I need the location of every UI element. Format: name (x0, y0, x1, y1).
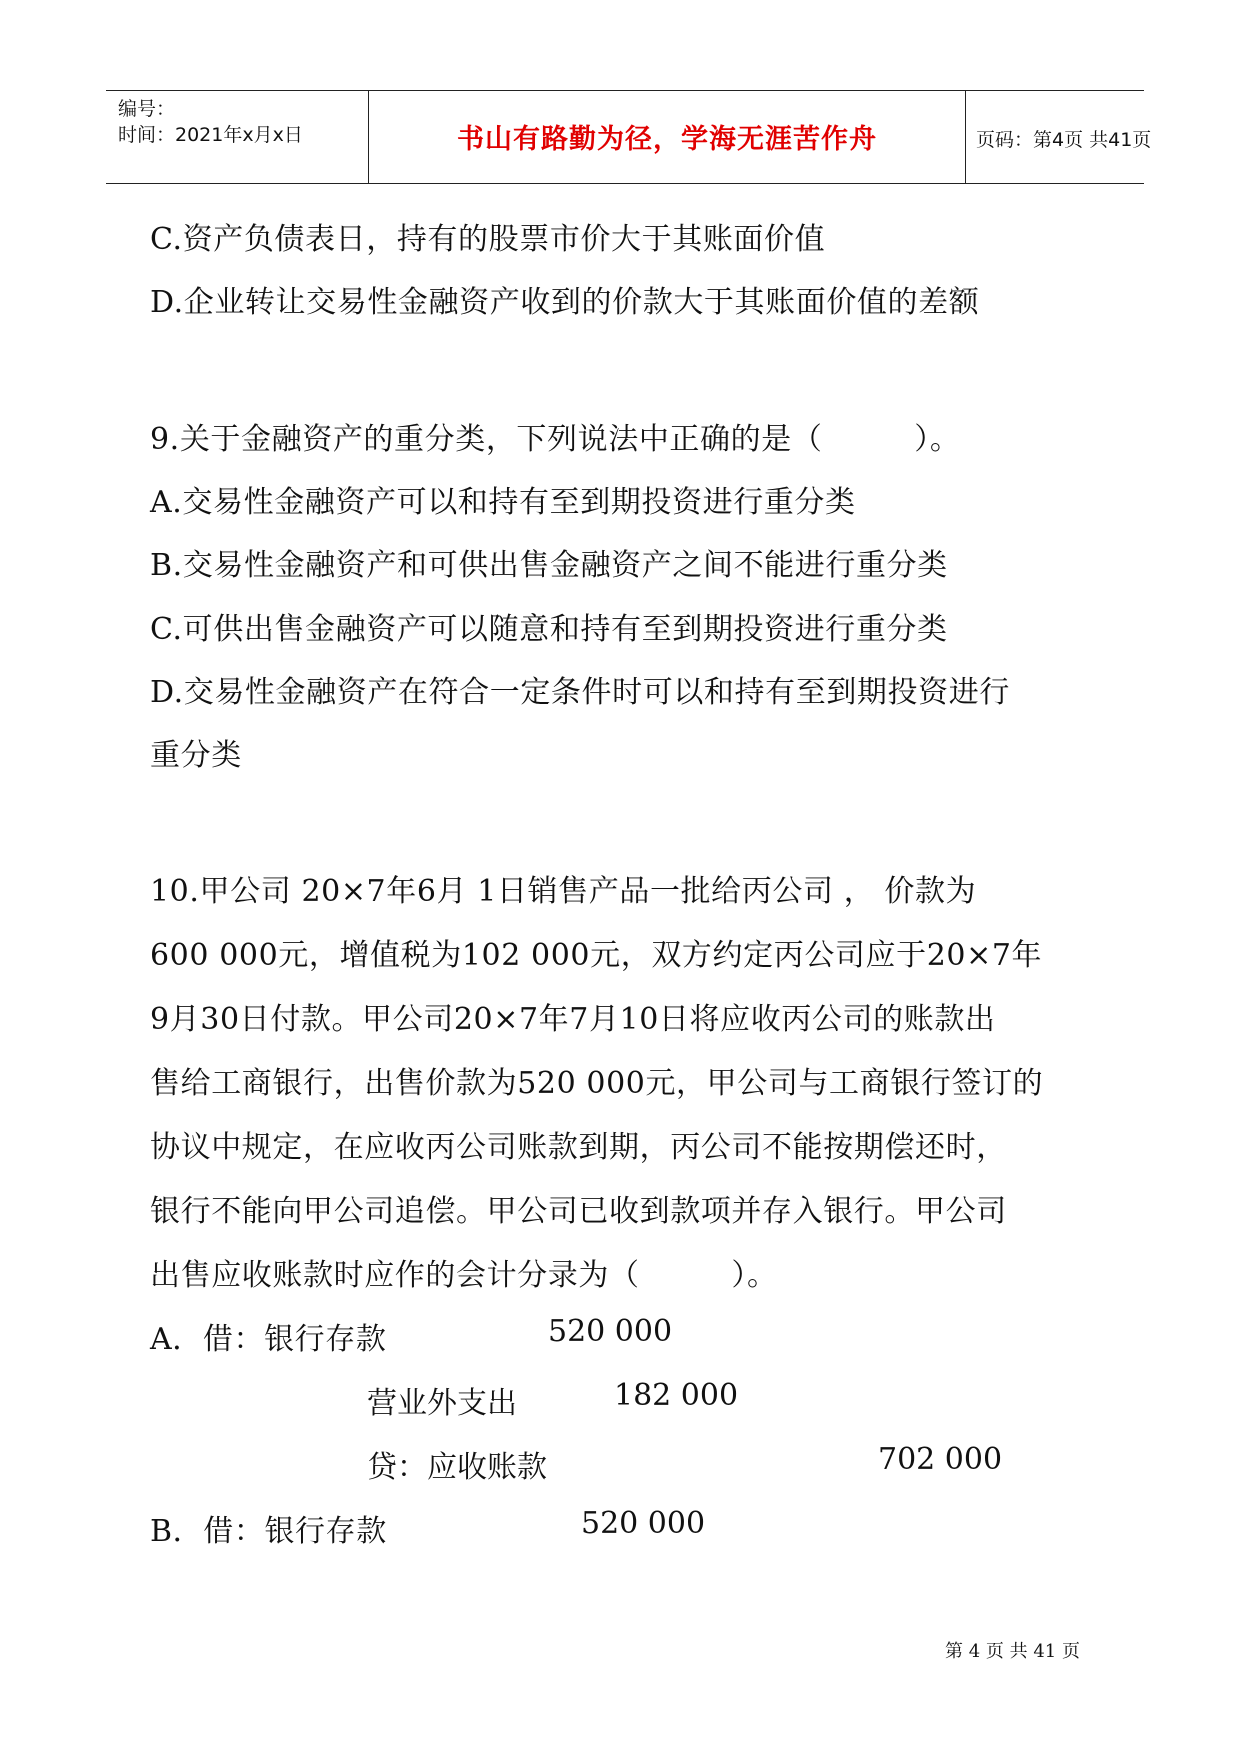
option-b-q9: B.交易性金融资产和可供出售金融资产之间不能进行重分类 (150, 548, 948, 583)
entry-a-credit-amount: 702 000 (878, 1442, 1003, 1477)
header-left-cell (106, 91, 369, 183)
question-9: 9.关于金融资产的重分类，下列说法中正确的是（ ）。 (150, 422, 961, 457)
question-10-line-1: 10.甲公司 20×7年6月 1日销售产品一批给丙公司 ， 价款为 (150, 874, 977, 909)
entry-b-debit-label: B．借：银行存款 (150, 1514, 387, 1549)
entry-a-debit-label: A．借：银行存款 (150, 1322, 387, 1357)
option-c-q8: C.资产负债表日，持有的股票市价大于其账面价值 (150, 222, 826, 257)
document-number-label: 编号： (118, 98, 176, 120)
document-time-label: 时间：2021年x月x日 (118, 124, 303, 146)
entry-a-credit-label: 贷：应收账款 (367, 1450, 547, 1485)
header-page-number: 页码：第4页 共41页 (976, 129, 1152, 151)
entry-a-debit2-label: 营业外支出 (367, 1386, 517, 1421)
option-d-q8: D.企业转让交易性金融资产收到的价款大于其账面价值的差额 (150, 285, 980, 320)
entry-a-debit2-amount: 182 000 (614, 1378, 739, 1413)
entry-b-debit-amount: 520 000 (581, 1506, 706, 1541)
header-page-cell (966, 91, 1152, 183)
entry-a-debit-amount: 520 000 (548, 1314, 673, 1349)
page-header (106, 90, 1152, 184)
header-motto: 书山有路勤为径，学海无涯苦作舟 (457, 124, 877, 155)
option-d-q9: D.交易性金融资产在符合一定条件时可以和持有至到期投资进行 (150, 675, 1010, 710)
question-10-line-5: 协议中规定，在应收丙公司账款到期，丙公司不能按期偿还时， (150, 1130, 1007, 1165)
option-a-q9: A.交易性金融资产可以和持有至到期投资进行重分类 (150, 485, 856, 520)
question-10-line-7: 出售应收账款时应作的会计分录为（ ）。 (150, 1258, 778, 1293)
question-10-line-6: 银行不能向甲公司追偿。甲公司已收到款项并存入银行。甲公司 (150, 1194, 1007, 1229)
header-motto-cell (369, 91, 966, 183)
question-10-line-3: 9月30日付款。甲公司20×7年7月10日将应收丙公司的账款出 (150, 1002, 996, 1037)
option-d-q9-continued: 重分类 (150, 738, 242, 773)
question-10-line-4: 售给工商银行，出售价款为520 000元，甲公司与工商银行签订的 (150, 1066, 1044, 1101)
option-c-q9: C.可供出售金融资产可以随意和持有至到期投资进行重分类 (150, 612, 948, 647)
page-footer: 第 4 页 共 41 页 (945, 1641, 1080, 1662)
question-10-line-2: 600 000元，增值税为102 000元，双方约定丙公司应于20×7年 (150, 938, 1043, 973)
